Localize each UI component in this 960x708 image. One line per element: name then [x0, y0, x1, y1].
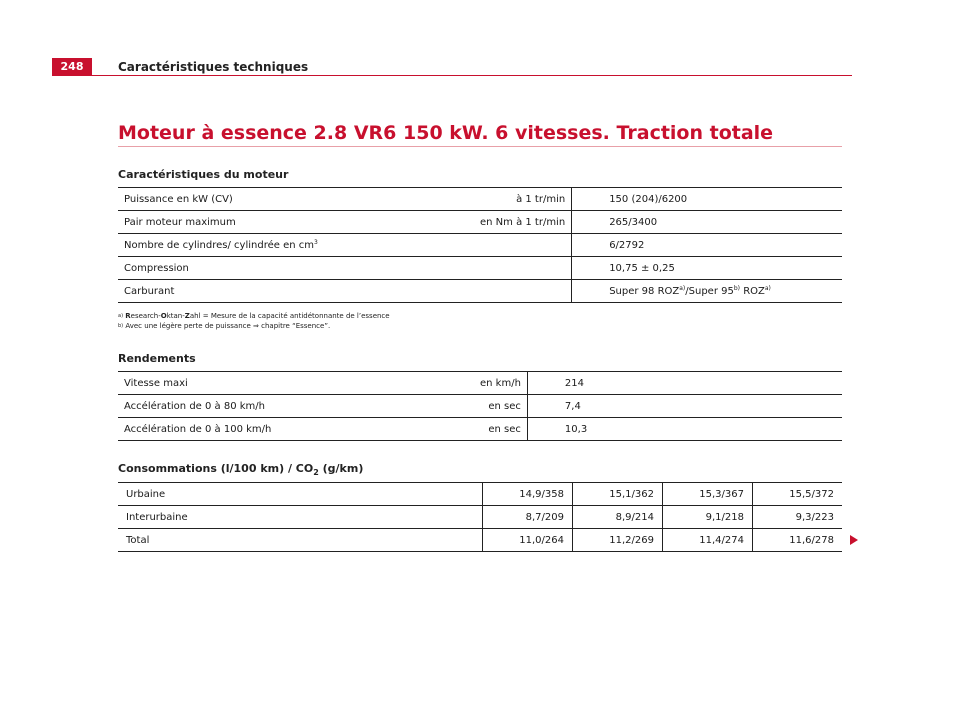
footnote-text: ahl = Mesure de la capacité antidétonnante de l’essence: [189, 312, 390, 320]
header-title: Caractéristiques techniques: [118, 60, 309, 74]
row-value: 7,4: [527, 395, 842, 418]
subscript: 2: [313, 468, 319, 478]
row-value: 10,3: [527, 418, 842, 441]
footnote-text: ktan-: [166, 312, 185, 320]
engine-section-title: Caractéristiques du moteur: [118, 168, 289, 181]
header-divider: [92, 75, 852, 76]
footnote-mark: a): [118, 313, 124, 319]
table-row: [118, 280, 842, 303]
title-text: Consommations (l/100 km) / CO: [118, 462, 314, 475]
footnote-a: [118, 311, 390, 321]
row-value: 15,1/362: [573, 483, 663, 506]
table-row: [118, 483, 842, 506]
table-row: [118, 506, 842, 529]
row-label-text: Nombre de cylindres/ cylindrée en cm: [124, 239, 314, 251]
table-row: [118, 211, 842, 234]
page-number: 248: [52, 58, 92, 76]
row-value: 150 (204)/6200: [572, 188, 842, 211]
row-unit: en sec: [474, 395, 527, 418]
row-label: Interurbaine: [118, 506, 483, 529]
row-value: 9,1/218: [663, 506, 753, 529]
row-value: 11,2/269: [573, 529, 663, 552]
table-row: [118, 234, 842, 257]
row-value: 214: [527, 372, 842, 395]
footnote-mark: b): [118, 323, 124, 329]
row-value: 10,75 ± 0,25: [572, 257, 842, 280]
footnote-bold-letter: R: [125, 312, 131, 320]
row-label: Urbaine: [118, 483, 483, 506]
row-value: 8,7/209: [483, 506, 573, 529]
footnote-text: Avec une légère perte de puissance ⇒ chapitre “Essence”.: [125, 322, 331, 330]
table-row: [118, 395, 842, 418]
row-label: Vitesse maxi: [118, 372, 474, 395]
title-text: (g/km): [318, 462, 364, 475]
table-row: [118, 188, 842, 211]
row-value: 8,9/214: [573, 506, 663, 529]
footnote-ref: b): [733, 284, 741, 292]
page-header: [0, 0, 960, 80]
triangle-right-icon[interactable]: [850, 535, 858, 545]
row-value: 11,0/264: [483, 529, 573, 552]
row-unit: à 1 tr/min: [474, 188, 572, 211]
row-value: 11,4/274: [663, 529, 753, 552]
row-label: Pair moteur maximum: [118, 211, 474, 234]
row-unit: [474, 257, 572, 280]
footnote-text: esearch-: [130, 312, 161, 320]
row-label: Compression: [118, 257, 474, 280]
row-label: [118, 234, 474, 257]
row-label: Puissance en kW (CV): [118, 188, 474, 211]
row-label: Total: [118, 529, 483, 552]
footnote-bold-letter: O: [160, 312, 167, 320]
row-unit: en sec: [474, 418, 527, 441]
footnote-bold-letter: Z: [184, 312, 190, 320]
row-label: Accélération de 0 à 100 km/h: [118, 418, 474, 441]
title-divider: [118, 146, 842, 147]
row-value: 265/3400: [572, 211, 842, 234]
row-label: Accélération de 0 à 80 km/h: [118, 395, 474, 418]
footnote-ref: a): [679, 284, 686, 292]
row-unit: [474, 234, 572, 257]
footnotes: [118, 311, 390, 331]
row-unit: en Nm à 1 tr/min: [474, 211, 572, 234]
page-title: Moteur à essence 2.8 VR6 150 kW. 6 vitesses. Traction totale: [118, 122, 774, 144]
table-row: [118, 529, 842, 552]
performance-table: [118, 371, 842, 441]
value-part: ROZ: [740, 285, 765, 297]
value-part: /Super 95: [685, 285, 734, 297]
row-unit: en km/h: [474, 372, 527, 395]
table-row: [118, 418, 842, 441]
row-value: 9,3/223: [753, 506, 843, 529]
engine-table: [118, 187, 842, 303]
table-row: [118, 372, 842, 395]
footnote-ref: a): [764, 284, 771, 292]
row-value: 15,5/372: [753, 483, 843, 506]
superscript: 3: [314, 238, 318, 246]
row-label: Carburant: [118, 280, 474, 303]
row-value: 11,6/278: [753, 529, 843, 552]
row-value: 15,3/367: [663, 483, 753, 506]
consumption-table: [118, 482, 842, 552]
value-part: Super 98 ROZ: [609, 285, 680, 297]
row-unit: [474, 280, 572, 303]
row-value: [572, 280, 842, 303]
table-row: [118, 257, 842, 280]
row-value: 14,9/358: [483, 483, 573, 506]
performance-section-title: Rendements: [118, 352, 196, 365]
consumption-section-title: [118, 462, 363, 477]
footnote-b: [118, 321, 390, 331]
row-value: 6/2792: [572, 234, 842, 257]
